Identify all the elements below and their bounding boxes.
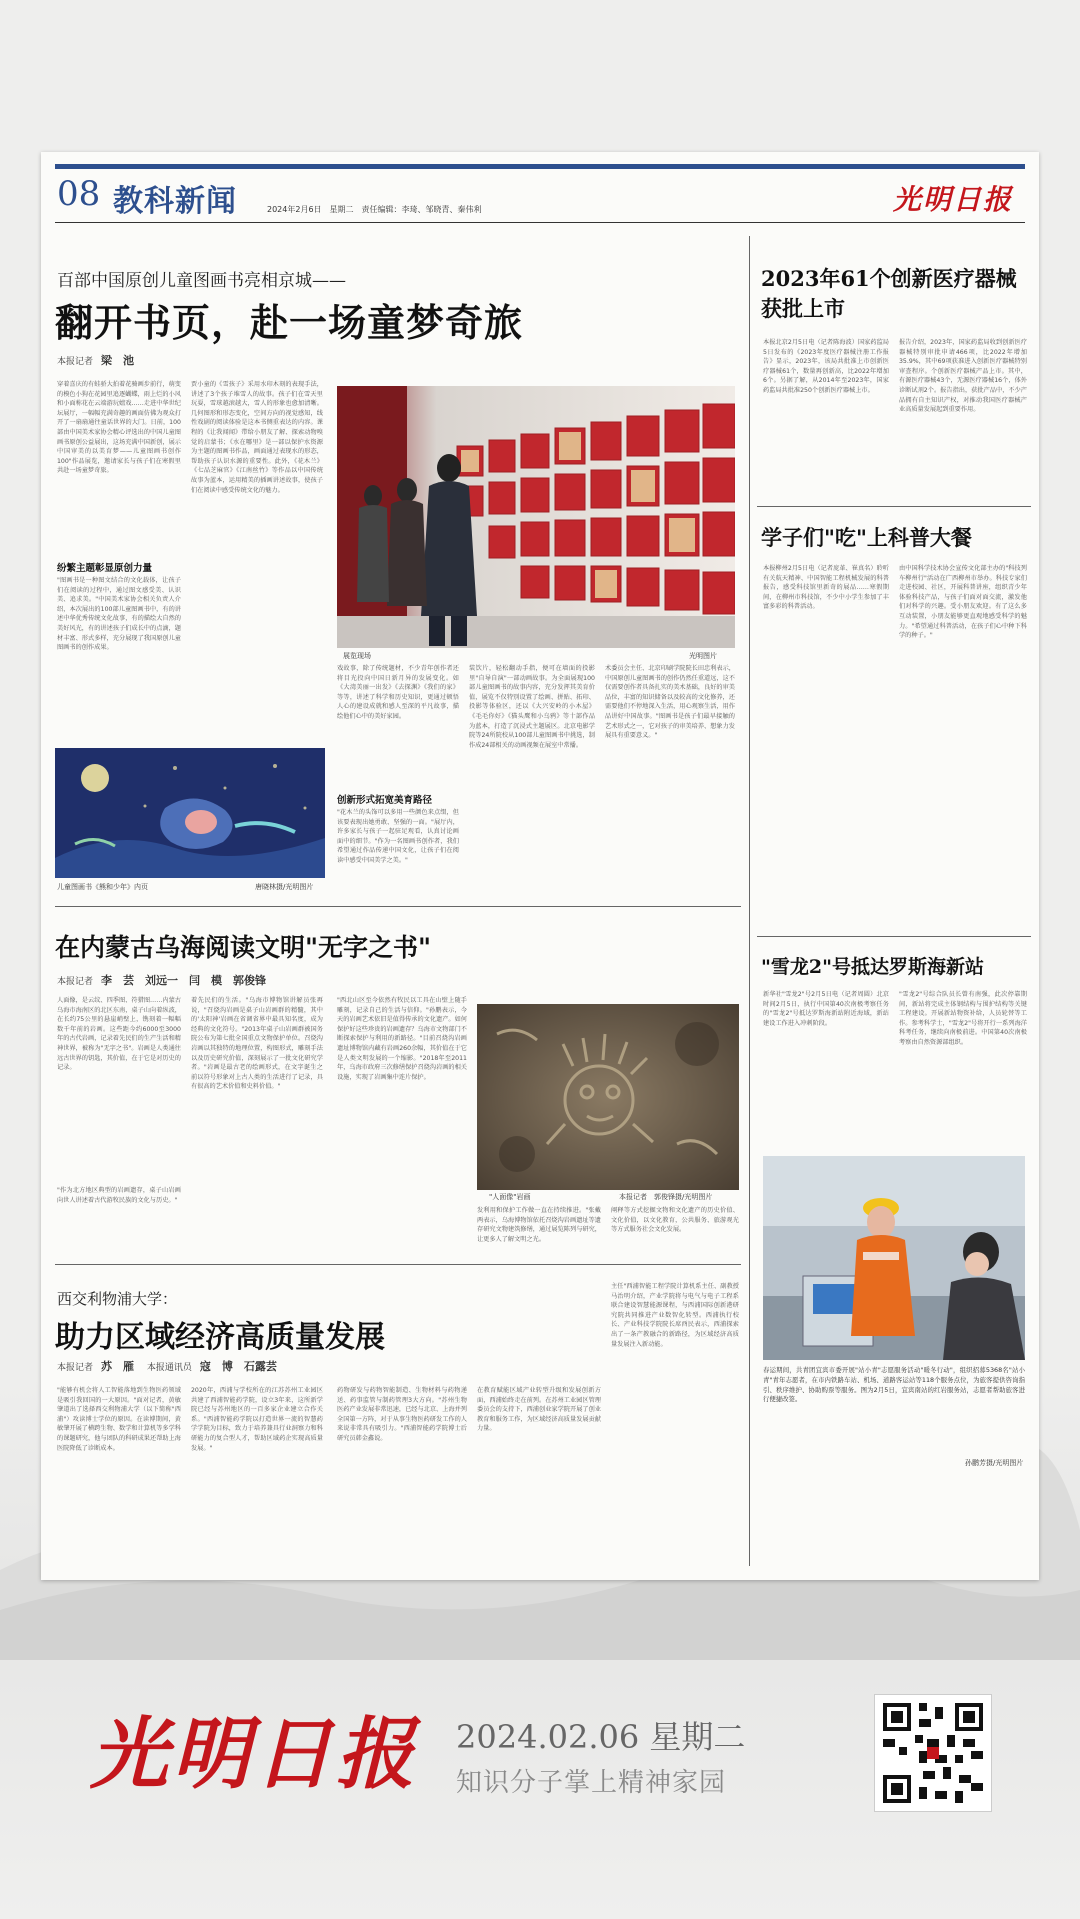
section-title: 教科新闻 <box>113 184 237 219</box>
article1-byline <box>57 352 134 368</box>
divider <box>55 906 741 907</box>
article2-col4: 发利用和保护工作做一直在持续推进。"张戴两表示，乌海博物馆依托召烧沟岩画遗址等遗存研究文物建筑修缮，通过展览陈列与研究，让更多人了解文明之光。 <box>477 1207 601 1243</box>
rock-art-caption: "人面像"岩画 <box>489 1193 531 1201</box>
illustration-caption: 儿童图画书《熊和少年》内页 <box>57 883 148 891</box>
article1-kicker: 百部中国原创儿童图画书亮相京城—— <box>57 271 346 291</box>
right2-body: 由中国科学技术协会宣传文化部主办的"科技列车柳州行"活动在广西柳州市举办。科技专家们走进校园、社区，开展科普讲座，组织青少年体验科技产品，与孩子们面对面交流，激发他们对科学的兴趣。受小朋友欢迎。有了这么多互动装置，小朋友能够更直观地感受科学的魅力。"希望通过科普活动，在孩子们心中种下科学的种子。" <box>899 565 1027 640</box>
divider <box>757 936 1031 937</box>
article1-col2: 贾小童的《雪孩子》采用水印木刻的表现手法，讲述了3个孩子堆雪人的故事。孩子们在雪天里玩耍，雪球越滚越大，雪人的形象也愈加清晰。几何图形和形态变化，空间方向的视觉感知，线性戏剧的阅读体验是这本书侧重表达的内容。课程的《让我闻闻》带给小朋友了解、探索动物嗅觉的启蒙书；《水在哪里》是一部以保护水资源为主题的图画书作品，画面通过表现水的形态，帮助孩子认识水源的重要性。此外，《花木兰》《七品芝麻官》《江南丝竹》等作品以中国传统故事为蓝本，运用精美的插画讲述故事，使孩子们在阅读中感受传统文化的魅力。 <box>191 381 323 494</box>
article3-col5: 主任"西浦智能工程学院计算机系主任、副教授马治明介绍，产业学院将与电气与电子工程系联合建设智慧能源课程，与西浦国际创新港研究院共同推进产业数智化转型。西浦执行校长、产业科技学院院长席酉民表示，西浦探索出了一条产教融合的新路径，为区域经济高质量发展注入新动能。 <box>611 1283 739 1348</box>
article3-col1: "能够有机会将人工智能落地到生物医药领域是吸引我回国的一大原因。"面对记者，黄敏肇道出了选择西交利物浦大学（以下简称"西浦"）攻读博士学位的原因。在读博期间，黄敏肇开展了横跨生物、数学和计算机等多学科的课题研究，他与团队的科研成果还帮助上海医院降低了诊断成本。 <box>57 1387 181 1452</box>
footer-masthead: 光明日报 <box>90 1709 419 1800</box>
right1-lead: 本报北京2月5日电（记者陈海波）国家药监局5日发布的《2023年度医疗器械注册工作报告》显示，2023年，该局共批准上市创新医疗器械61个，数量再创新高，比2022年增加6个。另据了解，从2014年至2023年，国家药监局共批准250个创新医疗器械上市。 <box>763 339 889 394</box>
article2-col5: 阐释等方式挖掘文物和文化遗产的历史价值、文化价值，以文化教育，公共服务、旅游观光等方式服务社会文化发展。 <box>611 1207 739 1234</box>
article2-byline <box>57 972 266 988</box>
article1-headline: 翻开书页，赴一场童梦奇旅 <box>55 300 524 345</box>
illustration-image <box>55 748 325 878</box>
article1-col3b: "花木兰的头饰可以多用一些颜色来点缀，但该要表现出她勇敢、坚强的一面。"展厅内，许多家长与孩子一起驻足观看，认真讨论画面中的细节。"作为一名图画书创作者，我们希望通过作品传递中国文化，让孩子们在阅读中感受中国美学之美。" <box>337 809 459 864</box>
header-rule <box>55 222 1025 223</box>
article3-col3: 药物研发与药物智能制造、生物材料与药物递送、药事监管与制药管理3大方向。"苏州生物医药产业发展非常迅速，已经与北京、上海并列全国第一方阵，对于从事生物医药研发工作的人来说非常具有吸引力。"西浦智能药学院博士后研究员韩金鑫说。 <box>337 1387 467 1442</box>
byline-role: 本报记者 <box>57 977 94 987</box>
column-rule <box>749 236 750 1566</box>
byline-role: 本报记者 <box>57 357 94 367</box>
qr-code[interactable] <box>874 1694 992 1812</box>
masthead-small: 光明日报 <box>892 183 1013 216</box>
volunteer-credit: 孙鹏芳摄/光明图片 <box>965 1459 1024 1467</box>
footer-slogan: 知识分子掌上精神家园 <box>456 1768 727 1798</box>
exhibition-photo <box>337 386 735 648</box>
illustration-credit: 唐晓林摄/光明图片 <box>255 883 314 891</box>
article1-subhead-1: 纷繁主题彰显原创力量 <box>57 563 153 574</box>
article1-col1: 穿着喜庆的有蛙骄大拍着花骑画步前行，萌变的模色小狗在花园里追逐蝴蝶，雨上烂的小风和小面称花在云端游玩嬉戏……走进中华世纪坛展厅，一幅幅充满奇趣的画面仿佛为观众打开了一扇扇通往童话世界的大门。日前，100部由中国美术家协会精心评选出的中国儿童图画书原创公益展出，这场充满中国新创，展示中国审美的以美育梦——儿童图画书创作100"作品展览，邀请家长与孩子们在寒假里共赴一场童梦奇旅。 <box>57 381 181 475</box>
byline-role-2: 本报通讯员 <box>146 1363 192 1373</box>
article1-col3: 戏故事，除了传统题材，不少青年创作者还将目光投向中国日新月异的发展变化。如《大湾美丽一出发》《去探渊》《我们的家》等等，讲述了科学和历史知识，更通过顿悟人心的建设成就和感人至深的平凡故事，描绘他们心中的美好家园。 <box>337 665 459 720</box>
article3-col2: 2020年，西浦与学校所在的江苏苏州工业园区共建了西浦智能药学院，设立3年来，这所新学院已经与苏州地区的一百多家企业建立合作关系。"西浦智能药学院以打造世界一流的智慧药学学院为目标，致力于培养兼具行业洞察力和科研能力的复合型人才，帮助区域药企实现高质量发展。" <box>191 1387 323 1452</box>
rock-art-credit: 本报记者 郭俊锋摄/光明图片 <box>619 1193 713 1201</box>
footer-date: 2024.02.06 星期二 <box>456 1718 746 1756</box>
byline-role: 本报记者 <box>57 1363 94 1373</box>
right1-body: 报告介绍，2023年，国家药监局收到创新医疗器械特别审批申请466项，比2022年增加35.9%，其中69项获准进入创新医疗器械特别审查程序。个创新医疗器械产品上市。其中，有源医疗器械43个，无源医疗器械16个，体外诊断试剂2个。报告指出，获批产品中，不少产品拥有自主知识产权，对推动我国医疗器械产业高质量发展起到重要作用。 <box>899 339 1027 414</box>
page-number: 08 <box>57 174 101 214</box>
article2-col2: 着先民们的生活。"乌海市博物馆讲解员张再说，"召烧沟岩画是桌子山岩画群的精髓，其中的'太阳神'岩画在省调省界中最具知名度，成为经典的文化符号。"2013年桌子山岩画群被国务院公布为第七批全国重点文物保护单位。召烧沟岩画以其独特的地理位置，构图形式，雕刻手法以及历史研究价值，深刻展示了一批文化研究学者。"岩画是最古老的绘画形式，在文字诞生之前以符号形象对上古人类的生活进行了记录，具有很高的艺术价值和史料价值。" <box>191 997 323 1091</box>
header-meta: 2024年2月6日 星期二 责任编辑：李琦、邹晓青、秦伟利 <box>267 205 482 214</box>
right2-headline: 学子们"吃"上科普大餐 <box>761 525 972 550</box>
article2-col1b: "作为北方地区典型的岩画遗存，桌子山岩画向世人讲述着古代游牧民族的文化与历史。" <box>57 1187 181 1204</box>
header-bar <box>55 164 1025 169</box>
article3-kicker: 西交利物浦大学： <box>57 1290 178 1308</box>
volunteer-photo <box>763 1156 1025 1360</box>
photo-credit: 光明图片 <box>689 652 717 660</box>
article2-col3: "西北山区至今依然有牧民以工具在山壁上随手雕刻，记录自己的生活与信仰。"孙鹏表示，今天的岩画艺术依旧是值得传承的文化遗产。如何保护好这些珍贵的岩画遗存？乌海市文物部门不断探索保护与利用的新路径。"目前召烧沟岩画遗址博物馆内藏有岩画260余幅，其价值在于它是人类文明发展的一个缩影。"2018年至2011年，乌海市政府三次修缮保护召烧沟岩画的相关设施，实现了岩画集中连片保护。 <box>337 997 467 1081</box>
article1-col4: 装饮片，轻松翻动手指，便可在墙面的投影里"自导自演"一部动画故事。为全面展现100部儿童图画书的故事内容，充分发挥其美育价值，展览不仅特别设置了绘画、拼贴、拓印、投影等体验区，还以《大兴安岭的小木屋》《毛毛你好》《猫头鹰和小乌鸦》等十部作品为蓝本，打造了沉浸式主题展区。北京电影学院等24所院校从100部儿童图画书中挑选，制作成24部相关的动画视频在展室中常播。 <box>469 665 595 749</box>
right1-headline: 2023年61个创新医疗器械获批上市 <box>761 266 1017 321</box>
divider <box>757 506 1031 507</box>
newspaper-page[interactable] <box>41 152 1039 1580</box>
right3-headline: "雪龙2"号抵达罗斯海新站 <box>761 956 985 978</box>
byline-names: 梁 池 <box>101 354 135 367</box>
article3-byline <box>57 1358 277 1374</box>
article2-headline: 在内蒙古乌海阅读文明"无字之书" <box>55 933 432 962</box>
article1-col1b: "图画书是一种图文结合的文化载体，让孩子们在阅读的过程中，通过图文感受美、认识美、追求美。"中国美术家协会相关负责人介绍，本次展出的100部儿童图画书中，有的讲述中华优秀传统文化故事，有的描绘大自然的美好风光，有的讲述孩子们成长中的点滴，题材丰富、形式多样，充分展现了我国原创儿童图画书的创作成果。 <box>57 577 181 652</box>
article1-col5: 术委员会主任、北京印刷学院院长田忠利表示，中国原创儿童图画书的创作仍然任重道远，这不仅需要创作者具备扎实的美术基础，良好的审美品位，丰富的知识储备以及较高的文化修养，还需要他们不停地深入生活，用心观察生活，用作品讲好中国故事。"图画书是孩子们最早接触的艺术形式之一，它对孩子的审美培养、想象力发展具有重要意义。" <box>605 665 735 740</box>
right3-lead: 新华社"雪龙2"号2月5日电（记者周圆）北京时间2月5日，执行中国第40次南极考察任务的"雪龙2"号抵达罗斯海新站附近海域，新站建设工作进入冲刺阶段。 <box>763 991 889 1027</box>
byline-names-2: 寇 博 石露芸 <box>199 1360 277 1373</box>
divider <box>55 1264 741 1265</box>
article3-col4: 在教育赋能区域产业转型升级和发展创新方面，西浦始终走在前列。在苏州工业园区管理委员会的支持下，西浦创业家学院开展了创业教育和服务工作，为区域经济高质量发展贡献力量。 <box>477 1387 601 1433</box>
photo-caption: 展览现场 <box>343 652 371 660</box>
right2-lead: 本报柳州2月5日电（记者庞革、崔真名）聆听有关航天精神、中国智能工程机械发展的科普报告，感受科技馆里新奇的展品……寒假期间，在柳州市科技馆，不少中小学生参加了丰富多彩的科普活动。 <box>763 565 889 611</box>
byline-names: 苏 雁 <box>101 1360 135 1373</box>
rock-art-photo <box>477 1004 739 1190</box>
right3-body: "雪龙2"号综合队员长曾有南强，此次停靠期间，新站将完成主体钢结构与围护结构等关键工程建设。开展新站物资补给，人员轮替等工作。参考科学士，"雪龙2"号将开行一系列海洋科考任务，继续向南极前进。中国第40次南极考察由自然资源部组织。 <box>899 991 1027 1046</box>
volunteer-caption: 春运期间，共青团宜宾市委开展"站小青"志愿服务活动"暖冬行动"，组织招募5368名"站小青"青年志愿者，在市内铁路车站、机场、道路客运站等118个服务点位，为旅客提供咨询指引、秩序维护、协助购票等服务。图为2月5日，宜宾南站的红岩服务站，志愿者帮助旅客进行便捷改签。 <box>763 1366 1025 1404</box>
article1-subhead-2: 创新形式拓宽美育路径 <box>337 795 433 806</box>
article2-col1: 人面像，是云纹、四季图、符猎图……内蒙古乌海市海南区的北区东南，桌子山向着纵波，在长约75公里的悬崖峭壁上，镌刻着一幅幅数千年前的岩画。这些距今约6000至3000年的古代岩画，记录着先民们的生产生活和精神世界，被称为"无字之书"。岩画是人类通往远古世界的钥匙，其价值，在于它是对历史的记录。 <box>57 997 181 1072</box>
article3-headline: 助力区域经济高质量发展 <box>55 1320 385 1355</box>
byline-names: 李 芸 刘远一 闫 模 郭俊锋 <box>101 974 267 987</box>
